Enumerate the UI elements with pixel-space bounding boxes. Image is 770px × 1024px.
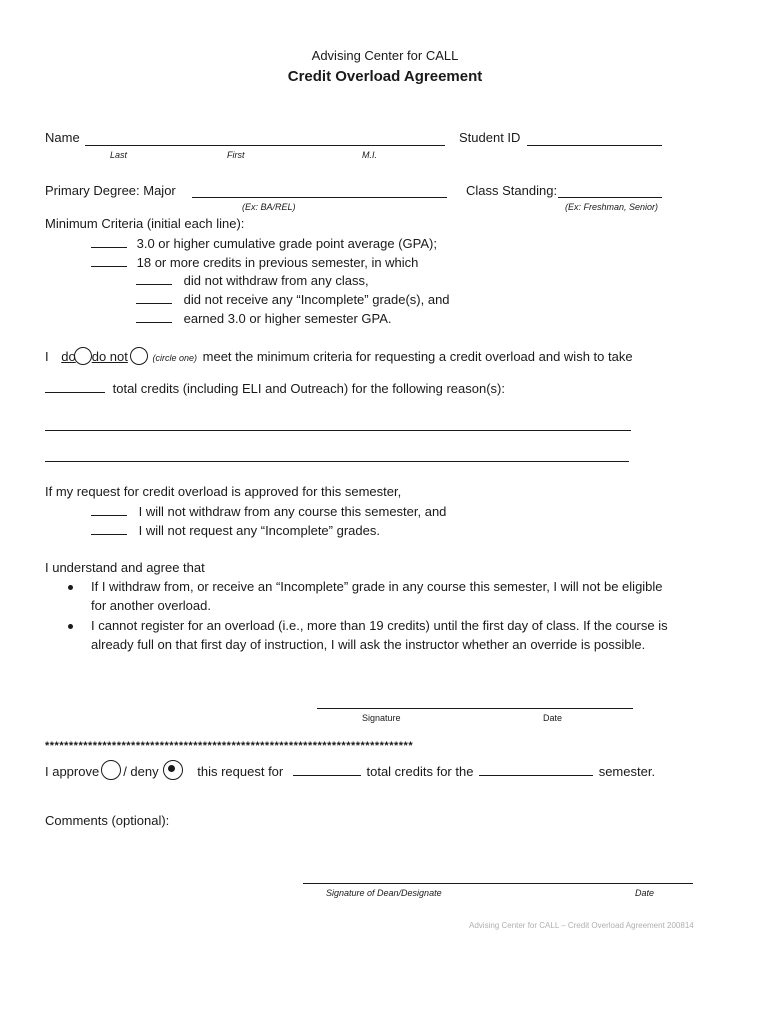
criteria-subitem (136, 272, 369, 288)
form-subtitle: Advising Center for CALL (311, 48, 459, 63)
semester-label: semester. (598, 764, 656, 779)
do-radio[interactable] (74, 347, 92, 365)
semester-field[interactable] (479, 763, 593, 776)
do-option-label: do (61, 349, 76, 364)
criteria-item-text: 18 or more credits in previous semester, in which (136, 255, 419, 270)
initial-blank[interactable] (91, 235, 127, 248)
name-sub-last: Last (110, 150, 128, 160)
statement-line (45, 347, 633, 365)
separator: ***************************************************************************** (45, 740, 414, 752)
name-sub-mi: M.I. (362, 150, 377, 160)
reason-line[interactable] (45, 430, 631, 431)
initial-blank[interactable] (136, 291, 172, 304)
understand-bullet-line: I cannot register for an overload (i.e., more than 19 credits) until the first day of class. If the course is (91, 618, 668, 633)
student-id-field[interactable] (527, 145, 662, 146)
major-label: Primary Degree: Major (45, 183, 176, 198)
reason-line[interactable] (45, 461, 629, 462)
class-standing-hint: (Ex: Freshman, Senior) (565, 202, 659, 212)
student-signature-field[interactable] (317, 708, 633, 709)
form-title: Credit Overload Agreement (287, 68, 483, 85)
criteria-subitem (136, 291, 450, 307)
initial-blank[interactable] (136, 310, 172, 323)
criteria-subitem-text: did not receive any “Incomplete” grade(s), and (183, 292, 450, 307)
approval-item-text: I will not request any “Incomplete” grades. (138, 523, 380, 538)
comments-label: Comments (optional): (45, 813, 170, 828)
approval-item (91, 522, 380, 538)
criteria-subitem (136, 310, 392, 326)
class-standing-label: Class Standing: (466, 183, 558, 198)
understand-intro: I understand and agree that (45, 560, 205, 575)
bullet-icon (68, 619, 73, 634)
circle-one-hint: (circle one) (152, 353, 198, 363)
name-label: Name (45, 130, 80, 145)
dean-signature-label: Signature of Dean/Designate (326, 888, 442, 898)
dean-signature-field[interactable] (303, 883, 693, 884)
signature-label: Signature (362, 713, 401, 723)
understand-bullet-line: If I withdraw from, or receive an “Incomplete” grade in any course this semester, I will not be eligible (91, 579, 663, 594)
major-hint: (Ex: BA/REL) (242, 202, 296, 212)
approved-credits-field[interactable] (293, 763, 361, 776)
initial-blank[interactable] (136, 272, 172, 285)
name-sub-first: First (227, 150, 245, 160)
criteria-subitem-text: earned 3.0 or higher semester GPA. (183, 311, 392, 326)
initial-blank[interactable] (91, 522, 127, 535)
criteria-item (91, 254, 418, 270)
initial-blank[interactable] (91, 503, 127, 516)
name-field[interactable] (85, 145, 445, 146)
major-field[interactable] (192, 197, 447, 198)
criteria-item-text: 3.0 or higher cumulative grade point average (GPA); (136, 236, 437, 251)
total-credits-label: total credits for the (366, 764, 474, 779)
total-credits-field[interactable] (45, 380, 105, 393)
approval-intro: If my request for credit overload is approved for this semester, (45, 484, 402, 499)
approval-item-text: I will not withdraw from any course this semester, and (138, 504, 447, 519)
dean-date-label: Date (635, 888, 655, 898)
i-label: I (45, 349, 49, 364)
deny-label: / deny (123, 764, 159, 779)
do-not-option-label: do not (91, 349, 128, 364)
class-standing-field[interactable] (558, 197, 662, 198)
do-not-radio[interactable] (130, 347, 148, 365)
request-label: this request for (197, 764, 284, 779)
criteria-subitem-text: did not withdraw from any class, (183, 273, 369, 288)
approval-item (91, 503, 446, 519)
statement-text: meet the minimum criteria for requesting a credit overload and wish to take (202, 349, 633, 364)
date-label: Date (543, 713, 563, 723)
deny-radio[interactable] (163, 760, 183, 780)
bullet-icon (68, 580, 73, 595)
approve-radio[interactable] (101, 760, 121, 780)
understand-bullet-line: for another overload. (91, 598, 211, 613)
initial-blank[interactable] (91, 254, 127, 267)
understand-bullet-line: already full on that first day of instruction, I will ask the instructor whether an override is possible. (91, 637, 646, 652)
statement-line-2 (45, 380, 505, 396)
statement-text-2: total credits (including ELI and Outreach) for the following reason(s): (112, 381, 505, 396)
dean-decision-line (45, 760, 655, 780)
footer-text: Advising Center for CALL – Credit Overload Agreement 200814 (469, 921, 694, 930)
criteria-item (91, 235, 437, 251)
student-id-label: Student ID (459, 130, 521, 145)
approve-label: I approve (45, 764, 100, 779)
criteria-heading: Minimum Criteria (initial each line): (45, 216, 245, 231)
